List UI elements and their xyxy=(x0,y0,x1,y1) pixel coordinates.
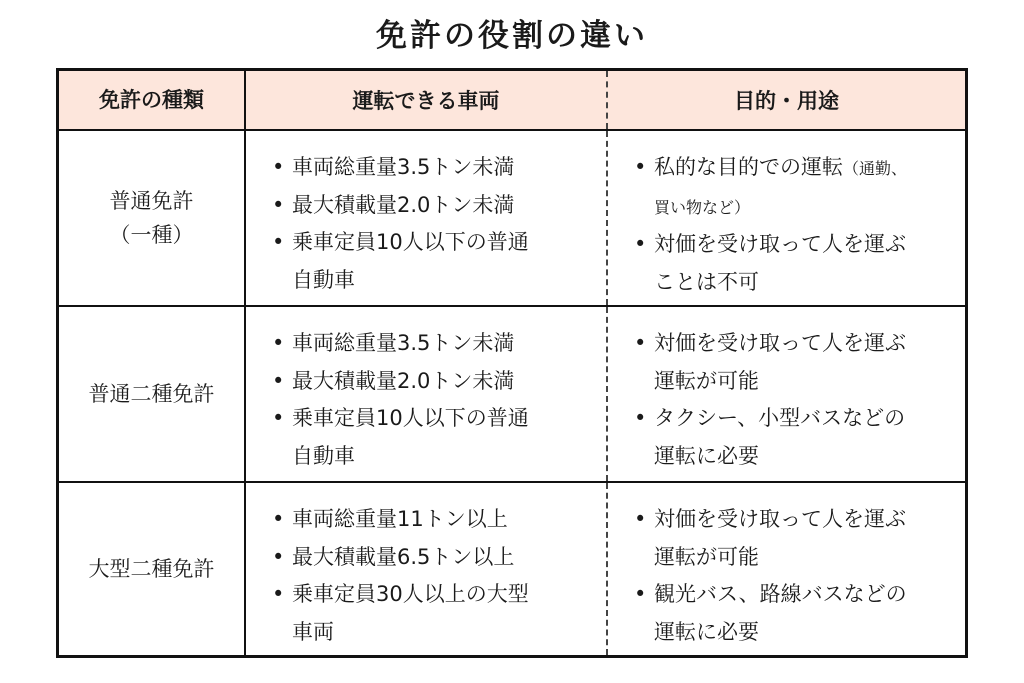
purpose-list xyxy=(630,325,957,475)
license-type-label: 普通免許 （一種） xyxy=(109,189,194,247)
purpose-list xyxy=(630,501,957,651)
list-item: • 私的な目的での運転（通勤、 買い物など） xyxy=(630,149,957,226)
license-comparison-table xyxy=(56,68,968,658)
header-purpose: 目的・用途 xyxy=(734,89,839,113)
list-item: • 車両総重量3.5トン未満 xyxy=(268,325,598,363)
license-type-label: 大型二種免許 xyxy=(88,557,215,581)
license-type-label: 普通二種免許 xyxy=(88,382,215,406)
page-title: 免許の役割の違い xyxy=(376,18,648,54)
license-type-cell xyxy=(59,131,246,305)
list-item: • 対価を受け取って人を運ぶ 運転が可能 xyxy=(630,325,957,400)
license-type-cell xyxy=(59,307,246,481)
table-header-row xyxy=(59,71,965,131)
list-item: • 最大積載量6.5トン以上 xyxy=(268,539,598,577)
purpose-cell xyxy=(608,307,965,481)
purpose-list xyxy=(630,149,957,301)
license-type-cell xyxy=(59,483,246,655)
purpose-cell xyxy=(608,483,965,655)
list-item: • 最大積載量2.0トン未満 xyxy=(268,187,598,225)
list-item: • 乗車定員10人以下の普通 自動車 xyxy=(268,400,598,475)
vehicles-cell xyxy=(246,307,608,481)
header-vehicles: 運転できる車両 xyxy=(246,71,608,129)
table-row xyxy=(59,307,965,483)
list-item: • 対価を受け取って人を運ぶ ことは不可 xyxy=(630,226,957,301)
list-item: • 対価を受け取って人を運ぶ 運転が可能 xyxy=(630,501,957,576)
list-item: • 車両総重量11トン以上 xyxy=(268,501,598,539)
vehicles-cell xyxy=(246,131,608,305)
list-item: • 車両総重量3.5トン未満 xyxy=(268,149,598,187)
header-license-type: 免許の種類 xyxy=(59,71,246,129)
list-item: • 最大積載量2.0トン未満 xyxy=(268,363,598,401)
list-item: • 乗車定員10人以下の普通 自動車 xyxy=(268,224,598,299)
vehicles-list xyxy=(268,501,598,651)
vehicles-list xyxy=(268,149,598,299)
vehicles-list xyxy=(268,325,598,475)
purpose-note: （通勤、 買い物など） xyxy=(654,159,908,217)
table-row xyxy=(59,483,965,655)
table-row xyxy=(59,131,965,307)
list-item: • 観光バス、路線バスなどの 運転に必要 xyxy=(630,576,957,651)
list-item: • 乗車定員30人以上の大型 車両 xyxy=(268,576,598,651)
purpose-cell xyxy=(608,131,965,305)
list-item: • タクシー、小型バスなどの 運転に必要 xyxy=(630,400,957,475)
vehicles-cell xyxy=(246,483,608,655)
